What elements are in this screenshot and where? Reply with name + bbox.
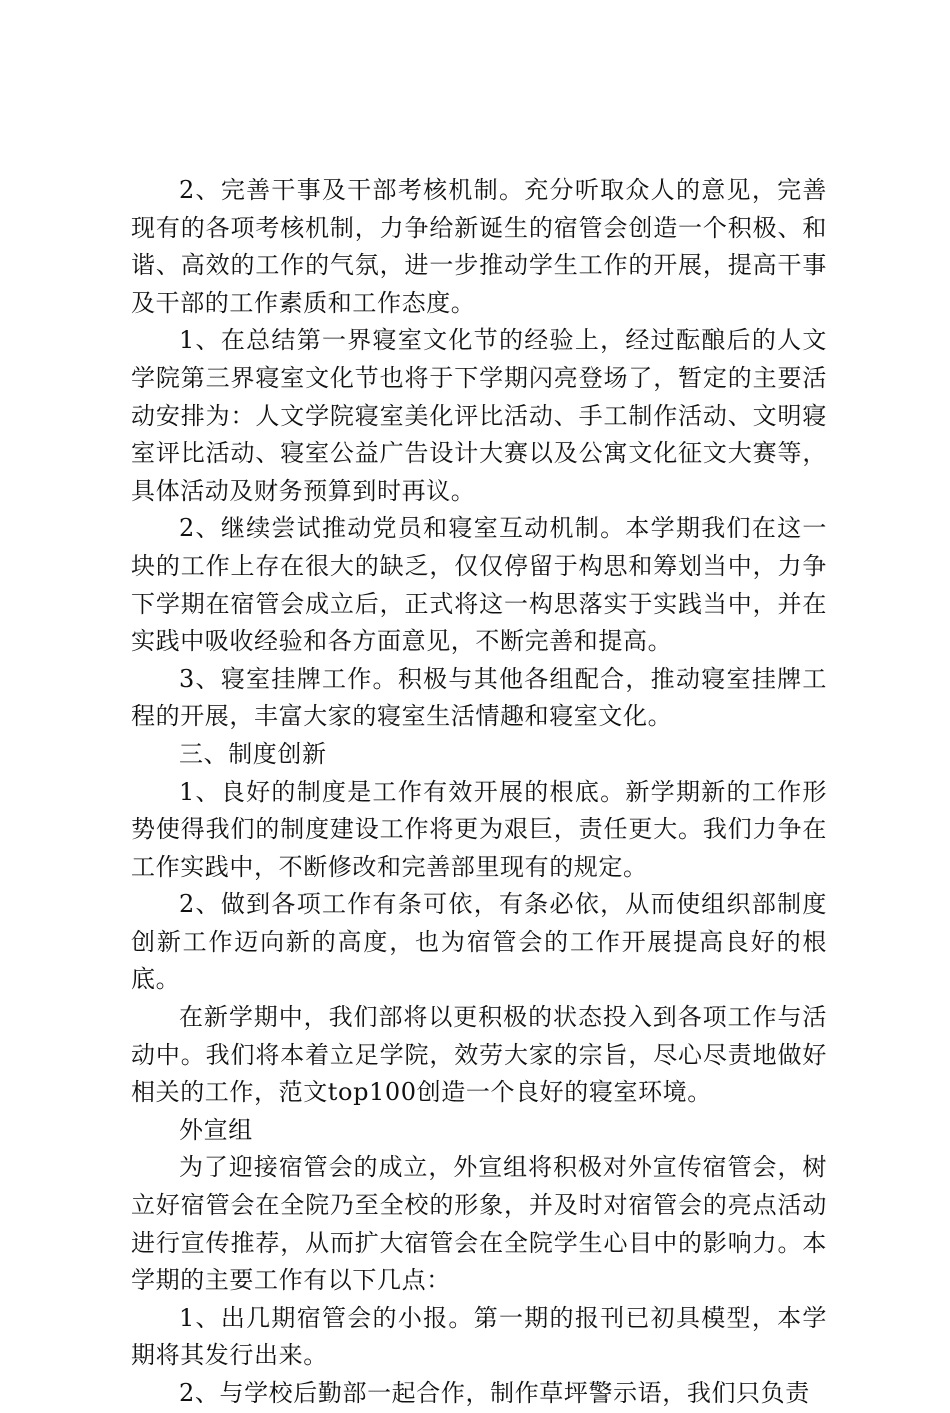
paragraph-dorm-plaque: 3、寝室挂牌工作。积极与其他各组配合，推动寝室挂牌工程的开展，丰富大家的寝室生活情趣和寝室文化。 <box>131 664 827 731</box>
paragraph-dorm-culture-festival: 1、在总结第一界寝室文化节的经验上，经过酝酿后的人文学院第三界寝室文化节也将于下学期闪亮登场了，暂定的主要活动安排为：人文学院寝室美化评比活动、手工制作活动、文明寝室评比活动、寝室公益广告设计大赛以及公寓文化征文大赛等，具体活动及财务预算到时再议。 <box>131 326 827 505</box>
section-heading-publicity-group: 外宣组 <box>179 1115 253 1144</box>
paragraph-cadre-assessment: 2、完善干事及干部考核机制。充分听取众人的意见，完善现有的各项考核机制，力争给新诞生的宿管会创造一个积极、和谐、高效的工作的气氛，进一步推动学生工作的开展，提高干事及干部的工作素质和工作态度。 <box>131 176 827 317</box>
paragraph-new-semester: 在新学期中，我们部将以更积极的状态投入到各项工作与活动中。我们将本着立足学院，效劳大家的宗旨，尽心尽责地做好相关的工作，范文top100创造一个良好的寝室环境。 <box>131 1003 827 1107</box>
paragraph-lawn-signs: 2、与学校后勤部一起合作，制作草坪警示语，我们只负责 <box>179 1379 810 1407</box>
paragraph-good-system: 1、良好的制度是工作有效开展的根底。新学期新的工作形势使得我们的制度建设工作将更为艰巨，责任更大。我们力争在工作实践中，不断修改和完善部里现有的规定。 <box>131 777 827 881</box>
paragraph-publicity-intro: 为了迎接宿管会的成立，外宣组将积极对外宣传宿管会，树立好宿管会在全院乃至全校的形象，并及时对宿管会的亮点活动进行宣传推荐，从而扩大宿管会在全院学生心目中的影响力。本学期的主要工作有以下几点： <box>131 1153 827 1295</box>
paragraph-rules-compliance: 2、做到各项工作有条可依，有条必依，从而使组织部制度创新工作迈向新的高度，也为宿管会的工作开展提高良好的根底。 <box>131 890 827 994</box>
paragraph-newsletter: 1、出几期宿管会的小报。第一期的报刊已初具模型，本学期将其发行出来。 <box>131 1303 827 1370</box>
paragraph-party-dorm-interaction: 2、继续尝试推动党员和寝室互动机制。本学期我们在这一块的工作上存在很大的缺乏，仅仅停留于构思和筹划当中，力争下学期在宿管会成立后，正式将这一构思落实于实践当中，并在实践中吸收经验和各方面意见，不断完善和提高。 <box>131 514 827 656</box>
document-body <box>131 172 827 1413</box>
section-heading-system-innovation: 三、制度创新 <box>179 739 327 768</box>
